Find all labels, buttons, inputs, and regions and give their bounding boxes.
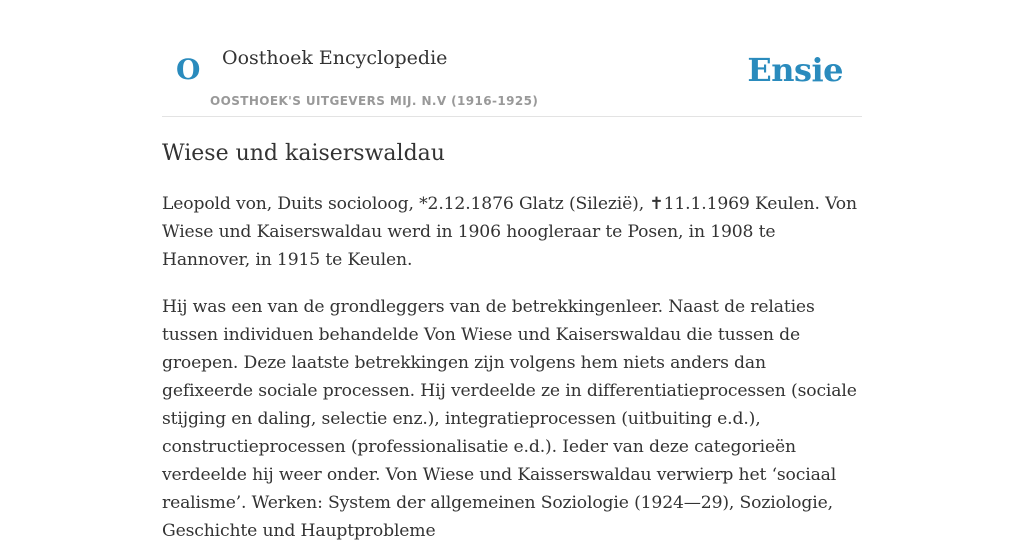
publisher-label: OOSTHOEK'S UITGEVERS MIJ. N.V (1916-1925) [210, 94, 539, 108]
article-paragraph: Leopold von, Duits socioloog, *2.12.1876 Glatz (Silezië), ✝11.1.1969 Keulen. Von Wiese und Kaiserswaldau werd in 1906 hoogleraar te Posen, in 1908 te Hannover, in 1915 te Keulen. [162, 194, 857, 270]
brand-logo-link[interactable]: Ensie [747, 51, 843, 89]
site-header [162, 0, 862, 117]
article-title: Wiese und kaiserswaldau [162, 141, 445, 166]
logo-mark[interactable]: O [176, 53, 201, 86]
article-paragraph: Hij was een van de grondleggers van de betrekkingenleer. Naast de relaties tussen individuen behandelde Von Wiese und Kaiserswaldau die tussen de groepen. Deze laatste betrekkingen zijn volgens hem niets anders dan gefixeerde sociale processen. Hij verdeelde ze in differentiatieprocessen (sociale stijging en daling, selectie enz.), integratieprocessen (uitbuiting e.d.), constructieprocessen (professionalisatie e.d.). Ieder van deze categorieën verdeelde hij weer onder. Von Wiese und Kaisserswaldau verwierp het ‘sociaal realisme’. Werken: System der allgemeinen Soziologie (1924—29), Soziologie, Geschichte und Hauptprobleme [162, 297, 857, 541]
article [162, 138, 862, 545]
site-title[interactable]: Oosthoek Encyclopedie [222, 47, 448, 69]
